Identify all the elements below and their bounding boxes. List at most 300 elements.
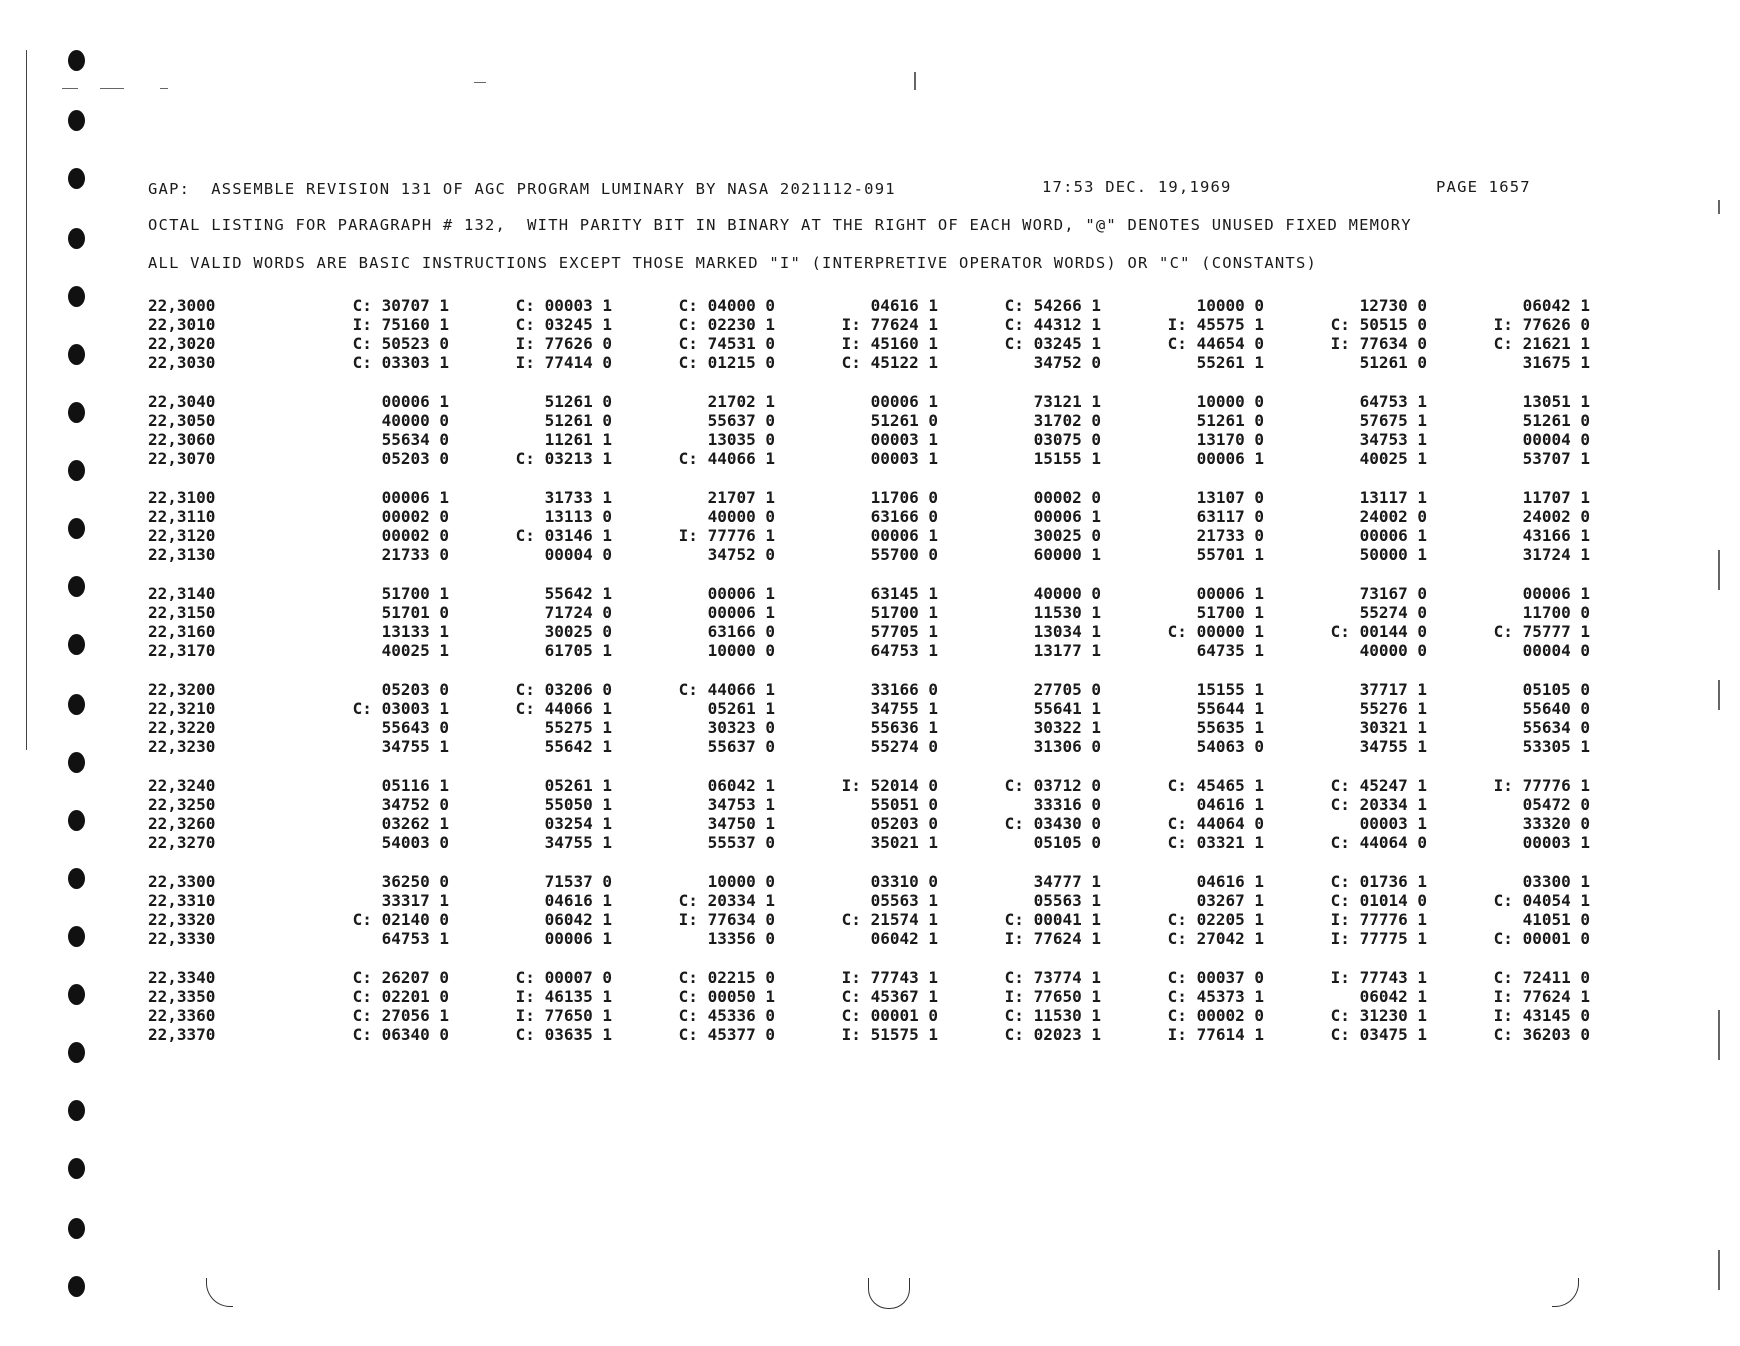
word-cell: C: 03475 1 [1330,1025,1427,1044]
word-cell: 55261 1 [1196,353,1264,372]
word-cell: I: 77650 1 [515,1006,612,1025]
word-cell: 00006 1 [1196,449,1264,468]
word-cell: 55637 0 [707,737,775,756]
binding-curve [1552,1278,1579,1307]
word-cell: 15155 1 [1033,449,1101,468]
word-cell: C: 03430 0 [1004,814,1101,833]
listing-row [148,987,1590,1006]
listing-block [148,968,1590,1044]
word-cell: 00006 1 [870,392,938,411]
address-cell: 22,3150 [148,603,216,622]
word-cell: 55644 1 [1196,699,1264,718]
word-cell: C: 75777 1 [1493,622,1590,641]
word-cell: 34752 0 [381,795,449,814]
address-cell: 22,3300 [148,872,216,891]
word-cell: C: 00050 1 [678,987,775,1006]
word-cell: C: 00003 1 [515,296,612,315]
punch-hole [68,168,85,189]
address-cell: 22,3370 [148,1025,216,1044]
listing-row [148,737,1590,756]
listing-row [148,507,1590,526]
word-cell: 43166 1 [1522,526,1590,545]
listing-row [148,315,1590,334]
word-cell: 03075 0 [1033,430,1101,449]
word-cell: 24002 0 [1522,507,1590,526]
listing-row [148,334,1590,353]
punch-hole [68,50,85,71]
word-cell: 33166 0 [870,680,938,699]
word-cell: C: 72411 0 [1493,968,1590,987]
word-cell: 00003 1 [1359,814,1427,833]
word-cell: C: 06340 0 [352,1025,449,1044]
word-cell: 73167 0 [1359,584,1427,603]
listing-row [148,1025,1590,1044]
punch-hole [68,460,85,481]
word-cell: I: 77634 0 [678,910,775,929]
word-cell: I: 77776 1 [1493,776,1590,795]
word-cell: 51261 0 [1196,411,1264,430]
word-cell: 55700 0 [870,545,938,564]
word-cell: C: 00001 0 [841,1006,938,1025]
word-cell: 55640 0 [1522,699,1590,718]
word-cell: 03267 1 [1196,891,1264,910]
address-cell: 22,3260 [148,814,216,833]
word-cell: 53305 1 [1522,737,1590,756]
word-cell: C: 03245 1 [1004,334,1101,353]
word-cell: 03300 1 [1522,872,1590,891]
listing-block [148,392,1590,468]
scan-mark [1718,550,1720,590]
word-cell: 13117 1 [1359,488,1427,507]
listing-block [148,488,1590,564]
word-cell: I: 77634 0 [1330,334,1427,353]
word-cell: 06042 1 [544,910,612,929]
listing-row [148,891,1590,910]
address-cell: 22,3050 [148,411,216,430]
word-cell: 00003 1 [870,449,938,468]
word-cell: C: 01014 0 [1330,891,1427,910]
word-cell: C: 50523 0 [352,334,449,353]
word-cell: 55642 1 [544,584,612,603]
word-cell: 34755 1 [870,699,938,718]
listing-row [148,526,1590,545]
word-cell: 15155 1 [1196,680,1264,699]
punch-hole [68,1276,85,1297]
word-cell: C: 73774 1 [1004,968,1101,987]
word-cell: 05105 0 [1522,680,1590,699]
word-cell: I: 77775 1 [1330,929,1427,948]
address-cell: 22,3100 [148,488,216,507]
address-cell: 22,3140 [148,584,216,603]
word-cell: C: 02023 1 [1004,1025,1101,1044]
word-cell: C: 02201 0 [352,987,449,1006]
word-cell: 00006 1 [870,526,938,545]
listing-row [148,814,1590,833]
word-cell: C: 03206 0 [515,680,612,699]
word-cell: I: 77624 1 [1004,929,1101,948]
word-cell: 71724 0 [544,603,612,622]
word-cell: 55642 1 [544,737,612,756]
address-cell: 22,3010 [148,315,216,334]
listing-row [148,718,1590,737]
scan-mark [1718,680,1720,710]
header-line: OCTAL LISTING FOR PARAGRAPH # 132, WITH PARITY BIT IN BINARY AT THE RIGHT OF EACH WORD, "@" DENOTES UNUSED FIXED MEMORY [148,216,1412,234]
word-cell: 11530 1 [1033,603,1101,622]
scan-mark [100,88,124,89]
word-cell: 73121 1 [1033,392,1101,411]
word-cell: 00006 1 [381,392,449,411]
address-cell: 22,3310 [148,891,216,910]
punch-hole [68,634,85,655]
word-cell: 55637 0 [707,411,775,430]
word-cell: 05203 0 [870,814,938,833]
word-cell: C: 00000 1 [1167,622,1264,641]
word-cell: I: 77624 1 [1493,987,1590,1006]
address-cell: 22,3250 [148,795,216,814]
binding-curve [868,1278,910,1309]
word-cell: C: 02230 1 [678,315,775,334]
word-cell: 55701 1 [1196,545,1264,564]
word-cell: 05563 1 [1033,891,1101,910]
word-cell: 54003 0 [381,833,449,852]
listing-row [148,929,1590,948]
punch-hole [68,1042,85,1063]
word-cell: 13107 0 [1196,488,1264,507]
word-cell: 13133 1 [381,622,449,641]
listing-row [148,353,1590,372]
punch-hole [68,576,85,597]
word-cell: 55275 1 [544,718,612,737]
word-cell: 13035 0 [707,430,775,449]
word-cell: 64735 1 [1196,641,1264,660]
word-cell: 55274 0 [870,737,938,756]
word-cell: C: 30707 1 [352,296,449,315]
listing-row [148,872,1590,891]
word-cell: C: 45377 0 [678,1025,775,1044]
word-cell: 05203 0 [381,449,449,468]
word-cell: I: 45160 1 [841,334,938,353]
word-cell: C: 44064 0 [1167,814,1264,833]
word-cell: 57705 1 [870,622,938,641]
address-cell: 22,3230 [148,737,216,756]
word-cell: I: 52014 0 [841,776,938,795]
word-cell: C: 45465 1 [1167,776,1264,795]
scan-mark [62,88,78,89]
punch-hole [68,1158,85,1179]
address-cell: 22,3160 [148,622,216,641]
word-cell: 55643 0 [381,718,449,737]
word-cell: 34755 1 [544,833,612,852]
word-cell: 55537 0 [707,833,775,852]
word-cell: 34755 1 [381,737,449,756]
scan-mark [1718,1250,1720,1290]
word-cell: C: 44312 1 [1004,315,1101,334]
word-cell: 00006 1 [1196,584,1264,603]
listing-row [148,622,1590,641]
address-cell: 22,3200 [148,680,216,699]
word-cell: 51261 0 [544,392,612,411]
listing-row [148,449,1590,468]
word-cell: 05203 0 [381,680,449,699]
word-cell: C: 00041 1 [1004,910,1101,929]
word-cell: 05472 0 [1522,795,1590,814]
word-cell: 10000 0 [1196,392,1264,411]
word-cell: 11700 0 [1522,603,1590,622]
word-cell: 05563 1 [870,891,938,910]
word-cell: 06042 1 [707,776,775,795]
word-cell: I: 77743 1 [841,968,938,987]
address-cell: 22,3020 [148,334,216,353]
word-cell: C: 01215 0 [678,353,775,372]
word-cell: 05116 1 [381,776,449,795]
word-cell: 13051 1 [1522,392,1590,411]
word-cell: 34752 0 [1033,353,1101,372]
word-cell: 30323 0 [707,718,775,737]
word-cell: 55274 0 [1359,603,1427,622]
word-cell: 06042 1 [870,929,938,948]
address-cell: 22,3070 [148,449,216,468]
word-cell: 00006 1 [381,488,449,507]
word-cell: 63145 1 [870,584,938,603]
address-cell: 22,3240 [148,776,216,795]
word-cell: I: 77650 1 [1004,987,1101,1006]
word-cell: 21702 1 [707,392,775,411]
word-cell: C: 45247 1 [1330,776,1427,795]
word-cell: 00006 1 [544,929,612,948]
word-cell: 10000 0 [707,641,775,660]
word-cell: I: 46135 1 [515,987,612,1006]
word-cell: 13177 1 [1033,641,1101,660]
word-cell: 55641 1 [1033,699,1101,718]
margin-rule [26,50,27,750]
word-cell: 34753 1 [707,795,775,814]
word-cell: 34777 1 [1033,872,1101,891]
word-cell: 53707 1 [1522,449,1590,468]
word-cell: C: 27056 1 [352,1006,449,1025]
word-cell: I: 77626 0 [1493,315,1590,334]
word-cell: C: 02140 0 [352,910,449,929]
word-cell: C: 54266 1 [1004,296,1101,315]
word-cell: 00004 0 [1522,641,1590,660]
address-cell: 22,3320 [148,910,216,929]
word-cell: 00006 1 [1033,507,1101,526]
punch-hole [68,1100,85,1121]
listing-block [148,776,1590,852]
word-cell: 40000 0 [707,507,775,526]
listing-row [148,1006,1590,1025]
address-cell: 22,3350 [148,987,216,1006]
word-cell: C: 44066 1 [515,699,612,718]
word-cell: I: 77414 0 [515,353,612,372]
listing-row [148,641,1590,660]
word-cell: C: 74531 0 [678,334,775,353]
word-cell: 05105 0 [1033,833,1101,852]
word-cell: 00006 1 [707,603,775,622]
address-cell: 22,3130 [148,545,216,564]
word-cell: C: 00001 0 [1493,929,1590,948]
word-cell: 11261 1 [544,430,612,449]
word-cell: 24002 0 [1359,507,1427,526]
word-cell: 00006 1 [1359,526,1427,545]
word-cell: I: 77614 1 [1167,1025,1264,1044]
word-cell: 13356 0 [707,929,775,948]
word-cell: C: 20334 1 [1330,795,1427,814]
scan-mark [914,72,916,90]
address-cell: 22,3110 [148,507,216,526]
word-cell: 00004 0 [544,545,612,564]
page-number: PAGE 1657 [1436,178,1531,196]
word-cell: I: 77624 1 [841,315,938,334]
address-cell: 22,3210 [148,699,216,718]
word-cell: 57675 1 [1359,411,1427,430]
timestamp: 17:53 DEC. 19,1969 [1042,178,1232,196]
listing-row [148,795,1590,814]
word-cell: 40025 1 [381,641,449,660]
word-cell: 51700 1 [1196,603,1264,622]
listing-row [148,584,1590,603]
address-cell: 22,3340 [148,968,216,987]
punch-hole [68,810,85,831]
word-cell: 55636 1 [870,718,938,737]
word-cell: 10000 0 [707,872,775,891]
listing-block [148,680,1590,756]
word-cell: C: 21621 1 [1493,334,1590,353]
word-cell: C: 44064 0 [1330,833,1427,852]
word-cell: 31702 0 [1033,411,1101,430]
word-cell: 51261 0 [870,411,938,430]
listing-block [148,584,1590,660]
octal-listing [148,296,1590,1064]
word-cell: I: 45575 1 [1167,315,1264,334]
word-cell: 55635 1 [1196,718,1264,737]
word-cell: 41051 0 [1522,910,1590,929]
word-cell: 51700 1 [381,584,449,603]
word-cell: C: 03321 1 [1167,833,1264,852]
word-cell: C: 50515 0 [1330,315,1427,334]
word-cell: 00004 0 [1522,430,1590,449]
punch-hole [68,402,85,423]
word-cell: I: 77776 1 [1330,910,1427,929]
word-cell: C: 03146 1 [515,526,612,545]
listing-block [148,872,1590,948]
listing-row [148,603,1590,622]
word-cell: 63117 0 [1196,507,1264,526]
address-cell: 22,3220 [148,718,216,737]
word-cell: C: 27042 1 [1167,929,1264,948]
address-cell: 22,3270 [148,833,216,852]
listing-row [148,699,1590,718]
word-cell: 64753 1 [1359,392,1427,411]
word-cell: 00003 1 [870,430,938,449]
word-cell: 21733 0 [1196,526,1264,545]
word-cell: C: 02215 0 [678,968,775,987]
word-cell: C: 01736 1 [1330,872,1427,891]
word-cell: I: 77776 1 [678,526,775,545]
word-cell: 64753 1 [870,641,938,660]
punch-hole [68,110,85,131]
word-cell: C: 03213 1 [515,449,612,468]
word-cell: I: 77626 0 [515,334,612,353]
word-cell: C: 11530 1 [1004,1006,1101,1025]
word-cell: C: 44066 1 [678,449,775,468]
word-cell: C: 21574 1 [841,910,938,929]
listing-row [148,411,1590,430]
word-cell: 40000 0 [1359,641,1427,660]
word-cell: 36250 0 [381,872,449,891]
punch-hole [68,344,85,365]
word-cell: 21707 1 [707,488,775,507]
word-cell: 51261 0 [1359,353,1427,372]
punch-hole [68,518,85,539]
word-cell: 04616 1 [870,296,938,315]
word-cell: 06042 1 [1359,987,1427,1006]
word-cell: 55634 0 [381,430,449,449]
word-cell: 61705 1 [544,641,612,660]
listing-row [148,776,1590,795]
address-cell: 22,3360 [148,1006,216,1025]
listing-row [148,392,1590,411]
word-cell: C: 03635 1 [515,1025,612,1044]
word-cell: 03310 0 [870,872,938,891]
word-cell: 21733 0 [381,545,449,564]
word-cell: 34753 1 [1359,430,1427,449]
word-cell: 03254 1 [544,814,612,833]
address-cell: 22,3170 [148,641,216,660]
word-cell: C: 36203 0 [1493,1025,1590,1044]
word-cell: C: 04054 1 [1493,891,1590,910]
word-cell: 64753 1 [381,929,449,948]
word-cell: C: 45336 0 [678,1006,775,1025]
listing-row [148,296,1590,315]
word-cell: C: 03003 1 [352,699,449,718]
word-cell: 33317 1 [381,891,449,910]
word-cell: 04616 1 [1196,872,1264,891]
punch-hole [68,694,85,715]
word-cell: 10000 0 [1196,296,1264,315]
word-cell: 63166 0 [707,622,775,641]
word-cell: C: 44654 0 [1167,334,1264,353]
listing-row [148,910,1590,929]
word-cell: 00006 1 [707,584,775,603]
word-cell: 55051 0 [870,795,938,814]
word-cell: C: 03245 1 [515,315,612,334]
word-cell: 51701 0 [381,603,449,622]
address-cell: 22,3060 [148,430,216,449]
word-cell: C: 00037 0 [1167,968,1264,987]
word-cell: 04616 1 [544,891,612,910]
word-cell: I: 77743 1 [1330,968,1427,987]
header-line: GAP: ASSEMBLE REVISION 131 OF AGC PROGRAM LUMINARY BY NASA 2021112-091 [148,180,896,198]
punch-hole [68,984,85,1005]
listing-block [148,296,1590,372]
address-cell: 22,3030 [148,353,216,372]
word-cell: 13170 0 [1196,430,1264,449]
word-cell: C: 04000 0 [678,296,775,315]
listing-row [148,488,1590,507]
word-cell: 00002 0 [381,507,449,526]
address-cell: 22,3330 [148,929,216,948]
punch-hole [68,926,85,947]
word-cell: 31733 1 [544,488,612,507]
word-cell: C: 26207 0 [352,968,449,987]
word-cell: C: 45122 1 [841,353,938,372]
word-cell: 54063 0 [1196,737,1264,756]
word-cell: 51261 0 [1522,411,1590,430]
address-cell: 22,3120 [148,526,216,545]
punch-hole [68,1218,85,1239]
word-cell: C: 20334 1 [678,891,775,910]
word-cell: 71537 0 [544,872,612,891]
